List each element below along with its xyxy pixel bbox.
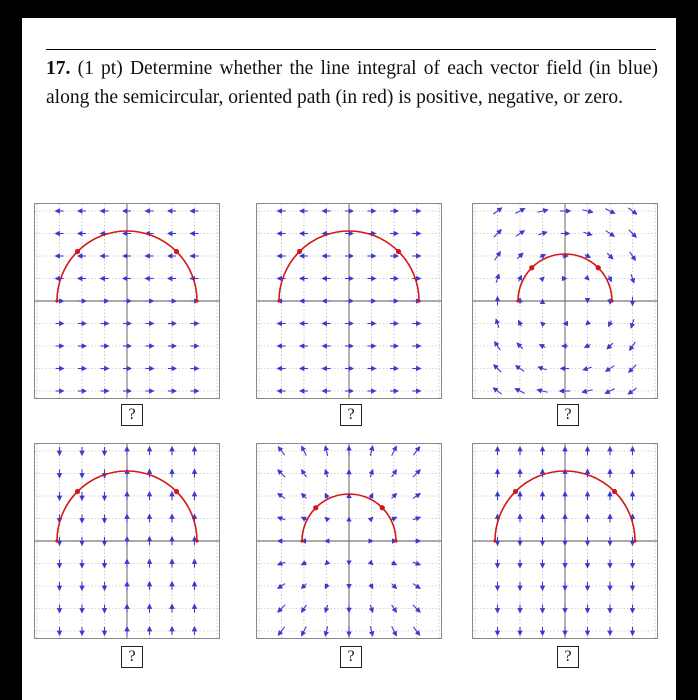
answer-dropdown-2[interactable]: ?: [340, 404, 362, 426]
path-orientation-marker: [596, 265, 601, 270]
vector-field-plot-1: [34, 203, 220, 399]
plot-canvas: [472, 443, 658, 639]
path-endpoint: [277, 299, 280, 302]
answer-dropdown-5[interactable]: ?: [340, 646, 362, 668]
path-endpoint: [55, 299, 58, 302]
path-endpoint: [300, 539, 303, 542]
vector-field-plot-4: [34, 443, 220, 639]
path-orientation-marker: [174, 249, 179, 254]
plot-canvas: [34, 443, 220, 639]
path-endpoint: [394, 539, 397, 542]
path-orientation-marker: [380, 505, 385, 510]
path-orientation-marker: [75, 489, 80, 494]
path-orientation-marker: [174, 489, 179, 494]
path-orientation-marker: [313, 505, 318, 510]
plot-canvas: [256, 203, 442, 399]
answer-dropdown-3[interactable]: ?: [557, 404, 579, 426]
path-endpoint: [516, 299, 519, 302]
top-rule: [46, 49, 656, 50]
path-endpoint: [195, 299, 198, 302]
path-orientation-marker: [513, 489, 518, 494]
answer-dropdown-1[interactable]: ?: [121, 404, 143, 426]
plot-canvas: [256, 443, 442, 639]
problem-statement: [46, 54, 658, 112]
vector-field-plot-2: [256, 203, 442, 399]
path-endpoint: [417, 299, 420, 302]
vector-field-plot-6: [472, 443, 658, 639]
plot-canvas: [472, 203, 658, 399]
vector-field-plot-5: [256, 443, 442, 639]
path-orientation-marker: [297, 249, 302, 254]
problem-number: 17.: [46, 58, 71, 79]
answer-dropdown-6[interactable]: ?: [557, 646, 579, 668]
path-endpoint: [55, 539, 58, 542]
path-orientation-marker: [529, 265, 534, 270]
path-endpoint: [195, 539, 198, 542]
problem-points: (1 pt): [77, 58, 123, 79]
plot-canvas: [34, 203, 220, 399]
answer-dropdown-4[interactable]: ?: [121, 646, 143, 668]
path-endpoint: [493, 539, 496, 542]
path-orientation-marker: [612, 489, 617, 494]
vector-field-plot-3: [472, 203, 658, 399]
problem-text: Determine whether the line integral of each vector field (in blue) along the semicircular, oriented path (in red) is positive, negative, or zero.: [46, 58, 658, 108]
path-orientation-marker: [396, 249, 401, 254]
path-endpoint: [633, 539, 636, 542]
path-orientation-marker: [75, 249, 80, 254]
path-endpoint: [610, 299, 613, 302]
